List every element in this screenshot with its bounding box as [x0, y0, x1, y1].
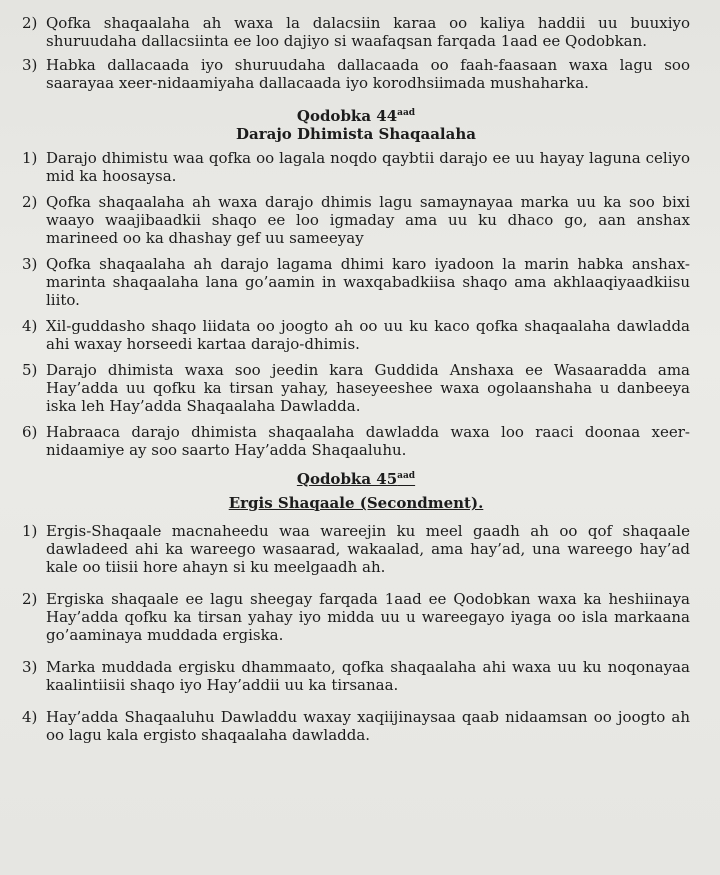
article-heading-text: Qodobka 45 [296, 470, 398, 488]
item-number: 5) [22, 361, 38, 379]
article-title: Ergis Shaqaale (Secondment). [228, 494, 484, 512]
article-45 [22, 467, 690, 744]
list-item [22, 56, 690, 92]
item-text: Darajo dhimista waxa soo jeedin kara Guddida Anshaxa ee Wasaaradda ama Hay’adda uu qofku ka tirsan yahay, haseyeeshee waxa ogolaanshaha u danbeeya iska leh Hay’adda Shaqaalaha Dawladda. [46, 361, 690, 415]
article-44 [22, 104, 690, 459]
item-text: Xil-guddasho shaqo liidata oo joogto ah oo uu ku kaco qofka shaqaalaha dawladda ahi waxay horseedi kartaa darajo-dhimis. [46, 317, 690, 353]
article-heading-suffix: aad [397, 108, 416, 118]
item-number: 3) [22, 658, 38, 676]
item-number: 1) [22, 149, 38, 167]
item-number: 6) [22, 423, 38, 441]
item-number: 4) [22, 317, 38, 335]
item-text: Qofka shaqaalaha ah darajo lagama dhimi karo iyadoon la marin habka anshax-marinta shaqaalaha lana go’aamin in waxqabadkiisa shaqo ama akhlaaqiyaadkiisu liito. [46, 255, 690, 309]
list-item [22, 193, 690, 247]
list-item [22, 149, 690, 185]
article-heading-suffix: aad [397, 471, 416, 481]
list-item [22, 423, 690, 459]
item-number: 3) [22, 56, 38, 74]
item-text: Ergis-Shaqaale macnaheedu waa wareejin ku meel gaadh ah oo qof shaqaale dawladeed ahi ka wareego wasaarad, wakaalad, ama hay’ad, una wareego hay’ad kale oo tiisii hore ahayn si ku meelgaadh ah. [46, 522, 690, 576]
list-item [22, 14, 690, 50]
item-text: Hay’adda Shaqaaluhu Dawladdu waxay xaqiijinaysaa qaab nidaamsan oo joogto ah oo lagu kala ergisto shaqaalaha dawladda. [46, 708, 690, 744]
item-number: 3) [22, 255, 38, 273]
list-item [22, 361, 690, 415]
item-text: Habka dallacaada iyo shuruudaha dallacaada oo faah-faasaan waxa lagu soo saarayaa xeer-nidaamiyaha dallacaada iyo korodhsiimada mushaharka. [46, 56, 690, 92]
item-text: Marka muddada ergisku dhammaato, qofka shaqaalaha ahi waxa uu ku noqonayaa kaalintiisii shaqo iyo Hay’addii uu ka tirsanaa. [46, 658, 690, 694]
item-number: 2) [22, 193, 38, 211]
item-text: Ergiska shaqaale ee lagu sheegay farqada 1aad ee Qodobkan waxa ka heshiinaya Hay’adda qofku ka tirsan yahay iyo midda uu u wareegayo iyaga oo isla markaana go’aaminaya muddada ergiska. [46, 590, 690, 644]
item-number: 2) [22, 590, 38, 608]
list-item [22, 522, 690, 576]
list-item [22, 255, 690, 309]
item-number: 1) [22, 522, 38, 540]
item-text: Qofka shaqaalaha ah waxa la dalacsiin karaa oo kaliya haddii uu buuxiyo shuruudaha dallacsiinta ee loo dajiyo si waafaqsan farqada 1aad ee Qodobkan. [46, 14, 690, 50]
item-number: 4) [22, 708, 38, 726]
article-heading-text: Qodobka 44 [296, 107, 398, 125]
item-text: Habraaca darajo dhimista shaqaalaha dawladda waxa loo raaci doonaa xeer-nidaamiye ay soo saarto Hay’adda Shaqaaluhu. [46, 423, 690, 459]
list-item [22, 590, 690, 644]
article-title: Darajo Dhimista Shaqaalaha [236, 125, 476, 143]
article-heading [22, 467, 690, 488]
item-number: 2) [22, 14, 38, 32]
item-text: Darajo dhimistu waa qofka oo lagala noqdo qaybtii darajo ee uu hayay laguna celiyo mid ka hoosaysa. [46, 149, 690, 185]
list-item [22, 708, 690, 744]
item-text: Qofka shaqaalaha ah waxa darajo dhimis lagu samaynayaa marka uu ka soo bixi waayo waajibaadkii shaqo ee loo igmaday ama uu ku dhaco go, aan anshax marineed oo ka dhashay gef uu sameeyay [46, 193, 690, 247]
list-item [22, 658, 690, 694]
article-heading [22, 104, 690, 125]
list-item [22, 317, 690, 353]
top-items [22, 14, 690, 92]
